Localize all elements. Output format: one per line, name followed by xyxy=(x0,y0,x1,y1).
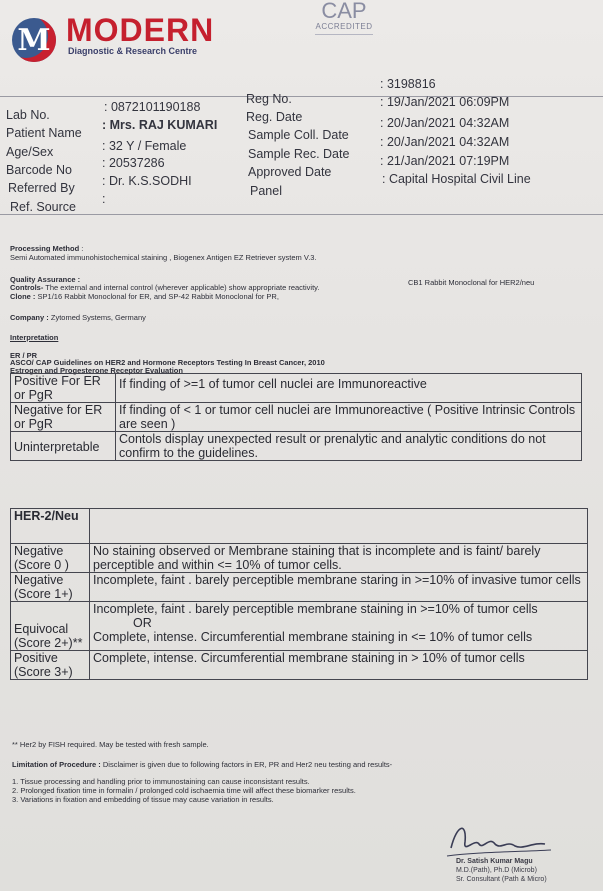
er-pr-subtitle: Estrogen and Progesterone Receptor Evaluation xyxy=(10,366,183,375)
value-ref-source: : xyxy=(102,192,106,206)
label-reg-no: Reg No. xyxy=(246,92,292,106)
er-pr-heading: ER / PR xyxy=(10,351,38,360)
her2-row-text: Incomplete, faint . barely perceptible membrane staining in >=10% of tumor cells OR Complete, intense. Circumferential membrane staining in <= 10% of tumor cells xyxy=(90,602,588,651)
label-referred-by: Referred By xyxy=(8,181,75,195)
label-approved: Approved Date xyxy=(248,165,332,179)
brand-subtitle: Diagnostic & Research Centre xyxy=(68,46,198,56)
er-row-label: Negative for ER or PgR xyxy=(11,403,116,432)
interpretation-title: Interpretation xyxy=(10,333,59,342)
value-sample-rec: : 20/Jan/2021 04:32AM xyxy=(380,135,510,149)
her2-row-label: Negative (Score 1+) xyxy=(11,573,90,602)
er-row-label: Uninterpretable xyxy=(11,432,116,461)
processing-method-text: Semi Automated immunohistochemical staining , Biogenex Antigen EZ Retriever system V.3. xyxy=(10,253,317,262)
label-lab-no: Lab No. xyxy=(6,108,50,122)
value-referred-by: : Dr. K.S.SODHI xyxy=(102,174,192,188)
doctor-name: Dr. Satish Kumar Magu xyxy=(456,858,533,865)
value-reg-date: : 19/Jan/2021 06:09PM xyxy=(380,95,510,109)
clone-text: Clone : SP1/16 Rabbit Monoclonal for ER, and SP-42 Rabbit Monoclonal for PR, xyxy=(10,292,279,301)
value-approved: : 21/Jan/2021 07:19PM xyxy=(380,154,510,168)
er-row-text: If finding of < 1 or tumor cell nuclei are Immunoreactive ( Positive Intrinsic Controls are seen ) xyxy=(116,403,582,432)
table-row xyxy=(11,573,588,602)
label-reg-date: Reg. Date xyxy=(246,110,303,124)
her2-row-label: Positive (Score 3+) xyxy=(11,651,90,680)
value-sample-coll: : 20/Jan/2021 04:32AM xyxy=(380,116,510,130)
brand-name: MODERN xyxy=(66,12,215,48)
value-patient-name: : Mrs. RAJ KUMARI xyxy=(102,118,218,132)
label-barcode: Barcode No xyxy=(6,163,73,177)
table-row xyxy=(11,544,588,573)
table-row xyxy=(11,509,588,544)
fish-note: ** Her2 by FISH required. May be tested with fresh sample. xyxy=(12,740,209,749)
her2-table xyxy=(10,508,588,680)
her2-row-text: No staining observed or Membrane staining that is incomplete and is faint/ barely perceptible and within <= 10% of tumor cells. xyxy=(90,544,588,573)
limitation-point-2: 2. Prolonged fixation time in formalin / prolonged cold ischaemia time will affect these biomarker results. xyxy=(12,786,356,795)
value-reg-no: : 3198816 xyxy=(380,77,436,91)
quality-assurance-label: Quality Assurance : xyxy=(10,275,81,284)
label-panel: Panel xyxy=(250,184,282,198)
label-age-sex: Age/Sex xyxy=(6,145,54,159)
company-text: Company : Zytomed Systems, Germany xyxy=(10,313,146,322)
table-row xyxy=(11,602,588,651)
label-sample-rec: Sample Rec. Date xyxy=(248,147,350,161)
guideline-heading: ASCO/ CAP Guidelines on HER2 and Hormone Receptors Testing In Breast Cancer, 2010 xyxy=(10,358,325,367)
table-row xyxy=(11,432,582,461)
value-barcode: : 20537286 xyxy=(102,156,165,170)
label-ref-source: Ref. Source xyxy=(10,200,77,214)
controls-text-her2: CB1 Rabbit Monoclonal for HER2/neu xyxy=(408,278,535,287)
er-pr-table xyxy=(10,373,582,461)
patient-block-divider xyxy=(0,214,603,215)
value-age-sex: : 32 Y / Female xyxy=(102,139,187,153)
er-row-text: Contols display unexpected result or prenalytic and analytic conditions do not confirm to the guidelines. xyxy=(116,432,582,461)
table-row xyxy=(11,374,582,403)
doctor-degree: M.D.(Path), Ph.D (Microb) xyxy=(456,867,537,874)
her2-row-text: Complete, intense. Circumferential membrane staining in > 10% of tumor cells xyxy=(90,651,588,680)
her2-row-label: Negative (Score 0 ) xyxy=(11,544,90,573)
doctor-role: Sr. Consultant (Path & Micro) xyxy=(456,876,547,883)
cap-accreditation-badge: CAP ACCREDITED xyxy=(308,0,380,58)
label-sample-coll: Sample Coll. Date xyxy=(248,128,349,142)
limitation-point-1: 1. Tissue processing and handling prior to immunostaining can cause inconsistant results. xyxy=(12,777,310,786)
brand-logo-icon: M xyxy=(12,18,56,62)
doctor-signature xyxy=(445,818,555,862)
table-row xyxy=(11,403,582,432)
er-row-text: If finding of >=1 of tumor cell nuclei are Immunoreactive xyxy=(116,374,582,403)
limitation-point-3: 3. Variations in fixation and embedding of tissue may cause variation in results. xyxy=(12,795,274,804)
controls-text: Controls- The external and internal control (wherever applicable) show appropriate reactivity. xyxy=(10,283,320,292)
value-lab-no: : 0872101190188 xyxy=(104,100,201,114)
her2-header: HER-2/Neu xyxy=(11,509,90,544)
er-row-label: Positive For ER or PgR xyxy=(11,374,116,403)
header-divider xyxy=(0,96,603,97)
her2-row-label: Equivocal (Score 2+)** xyxy=(11,602,90,651)
her2-row-text: Incomplete, faint . barely perceptible membrane staring in >=10% of invasive tumor cells xyxy=(90,573,588,602)
label-patient-name: Patient Name xyxy=(6,126,82,140)
processing-method: Processing Method : xyxy=(10,244,84,253)
table-row xyxy=(11,651,588,680)
limitation-text: Limitation of Procedure : Disclaimer is given due to following factors in ER, PR and Her2 neu testing and results- xyxy=(12,760,393,769)
value-panel: : Capital Hospital Civil Line xyxy=(382,172,531,186)
